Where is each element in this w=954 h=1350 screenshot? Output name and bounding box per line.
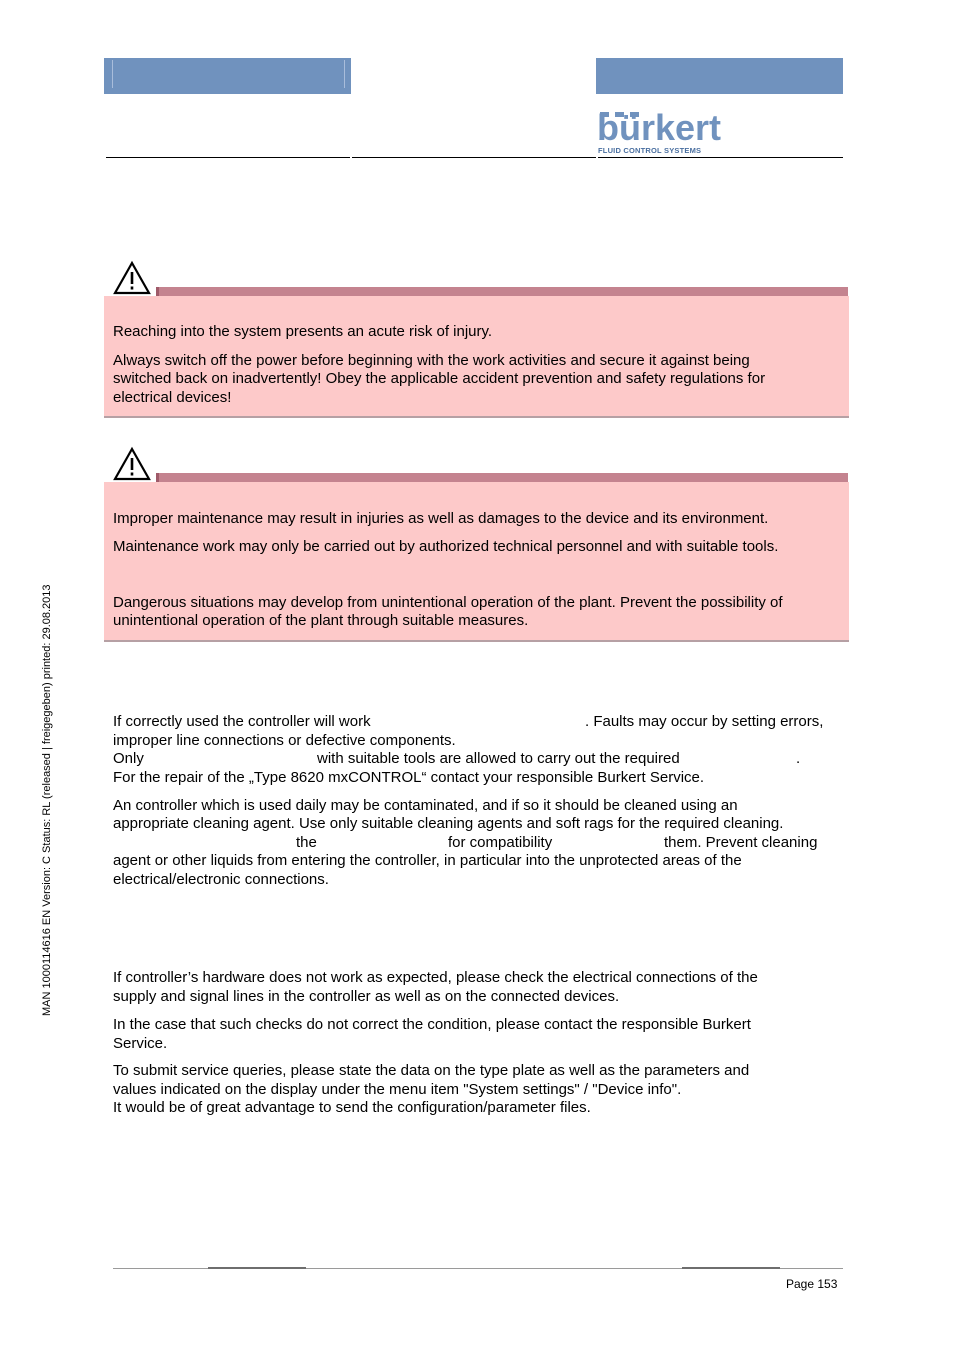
footer-rule-accent — [682, 1267, 780, 1269]
troubleshooting-line: It would be of great advantage to send the configuration/parameter files. — [113, 1099, 591, 1116]
warning-triangle-icon — [112, 260, 152, 296]
document-status-sidebar: MAN 1000114616 EN Version: C Status: RL (released | freigegeben) printed: 29.08.2013 — [41, 584, 53, 1016]
maintenance-line: For the repair of the „Type 8620 mxCONTROL“ contact your responsible Burkert Service. — [113, 769, 705, 786]
troubleshooting-line: In the case that such checks do not correct the condition, please contact the responsible Burkert — [113, 1016, 751, 1033]
header-rule-left — [106, 157, 350, 158]
cleaning-fragment: the — [296, 834, 317, 851]
footer-rule-accent — [208, 1267, 306, 1269]
warning2-text — [113, 510, 843, 631]
header-left-band-inner-line — [344, 60, 345, 88]
header-right-band — [596, 58, 843, 94]
cleaning-line: agent or other liquids from entering the controller, in particular into the unprotected areas of the — [113, 852, 742, 869]
cleaning-fragment: for compatibility — [448, 834, 553, 851]
troubleshooting-line: To submit service queries, please state the data on the type plate as well as the parameters and — [113, 1062, 750, 1079]
maintenance-line: . — [796, 750, 801, 767]
warning1-line: switched back on inadvertently! Obey the applicable accident prevention and safety regulations for — [113, 370, 766, 387]
warning1-bar-edge — [156, 287, 159, 296]
troubleshooting-line: values indicated on the display under the menu item "System settings" / "Device info". — [113, 1080, 682, 1098]
warning-triangle-icon — [112, 446, 152, 482]
page-number: Page 153 — [786, 1277, 838, 1291]
cleaning-fragment: them. Prevent cleaning — [664, 834, 818, 851]
warning2-bar-edge — [156, 473, 159, 482]
header-rule-middle — [352, 157, 596, 158]
cleaning-line: An controller which is used daily may be contaminated, and if so it should be cleaned using an — [113, 797, 738, 814]
troubleshooting-line: If controller’s hardware does not work as expected, please check the electrical connections of the — [113, 969, 758, 986]
header-rule-right — [598, 157, 843, 158]
maintenance-line: with suitable tools are allowed to carry out the required — [317, 750, 680, 767]
warning1-line: Always switch off the power before beginning with the work activities and secure it against being — [113, 351, 750, 369]
maintenance-line: improper line connections or defective components. — [113, 732, 456, 749]
maintenance-line: . Faults may occur by setting errors, — [585, 713, 824, 730]
warning1-title-bar — [156, 287, 848, 296]
warning1-line: Reaching into the system presents an acute risk of injury. — [113, 323, 493, 340]
warning2-line: Dangerous situations may develop from unintentional operation of the plant. Prevent the possibility of — [113, 593, 783, 611]
warning2-line: Improper maintenance may result in injuries as well as damages to the device and its environment. — [113, 510, 769, 527]
troubleshooting-line: Service. — [113, 1034, 168, 1052]
warning1-text — [113, 323, 843, 407]
logo-tagline: FLUID CONTROL SYSTEMS — [598, 146, 702, 155]
warning2-title-bar — [156, 473, 848, 482]
header-left-band-inner-line — [112, 60, 113, 88]
logo — [597, 104, 722, 156]
troubleshooting-paragraph — [113, 1016, 843, 1053]
cleaning-line: appropriate cleaning agent. Use only suitable cleaning agents and soft rags for the required cleaning. — [113, 815, 784, 832]
troubleshooting-line: supply and signal lines in the controller as well as on the connected devices. — [113, 987, 620, 1005]
maintenance-line: Only — [113, 750, 144, 767]
warning1-line: electrical devices! — [113, 388, 232, 406]
warning2-line: Maintenance work may only be carried out by authorized technical personnel and with suitable tools. — [113, 538, 779, 555]
troubleshooting-paragraph — [113, 1062, 843, 1118]
maintenance-line: If correctly used the controller will work — [113, 713, 371, 730]
warning2-line: unintentional operation of the plant through suitable measures. — [113, 612, 529, 629]
header-left-band — [104, 58, 351, 94]
cleaning-line: electrical/electronic connections. — [113, 871, 329, 888]
logo-word: bürkert — [597, 107, 722, 148]
troubleshooting-paragraph — [113, 969, 843, 1006]
